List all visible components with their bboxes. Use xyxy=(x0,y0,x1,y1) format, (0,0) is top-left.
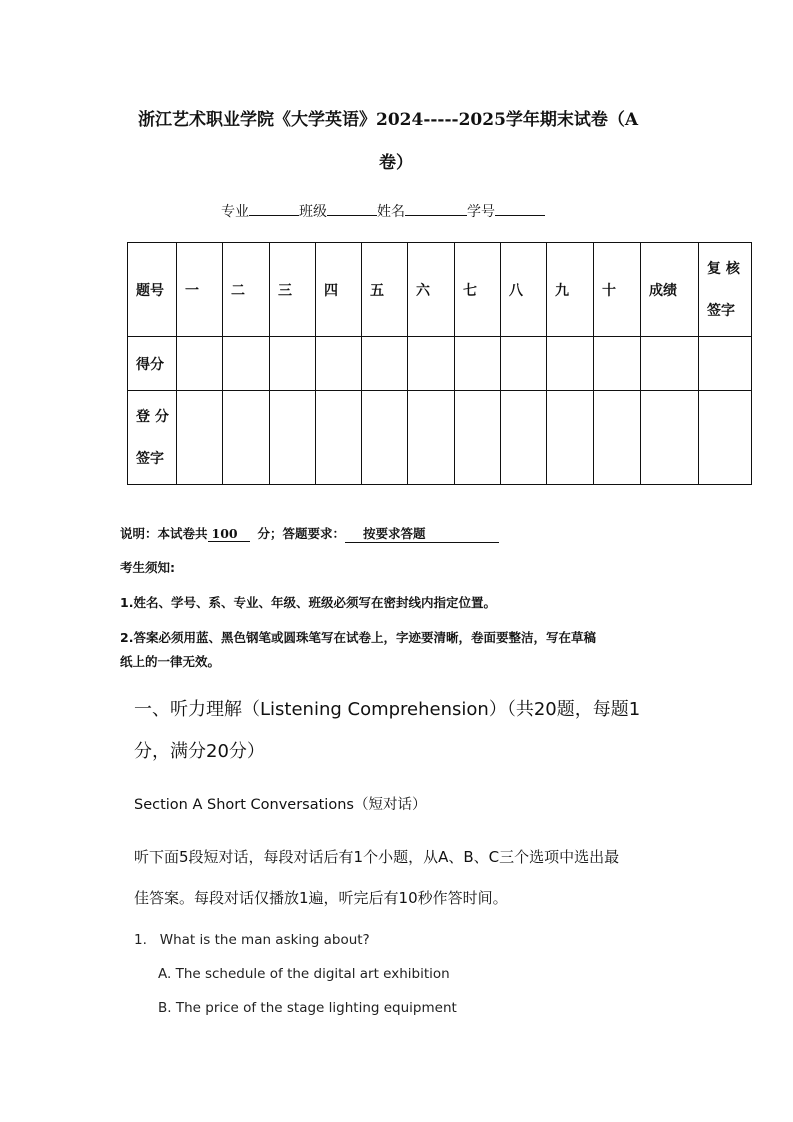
record-cell[interactable] xyxy=(177,391,223,485)
student-info-line xyxy=(221,201,545,221)
table-row-header xyxy=(128,243,752,337)
review-label-2: 签字 xyxy=(707,302,735,319)
table-row-record xyxy=(128,391,752,485)
score-cell[interactable] xyxy=(408,337,455,391)
notice-item-2a: 2.答案必须用蓝、黑色钢笔或圆珠笔写在试卷上，字迹要清晰，卷面要整洁，写在草稿 xyxy=(120,630,596,645)
score-cell[interactable] xyxy=(594,337,641,391)
header-cell: 题号 xyxy=(128,243,177,337)
score-cell[interactable] xyxy=(455,337,501,391)
question-1-stem: 1. What is the man asking about? xyxy=(134,932,370,948)
header-cell: 四 xyxy=(316,243,362,337)
score-cell[interactable] xyxy=(699,337,752,391)
major-label: 专业 xyxy=(221,204,249,220)
record-cell[interactable] xyxy=(641,391,699,485)
record-cell[interactable] xyxy=(362,391,408,485)
note-mid: 分；答题要求： xyxy=(257,526,346,541)
record-cell[interactable] xyxy=(270,391,316,485)
id-blank[interactable] xyxy=(495,201,545,216)
header-cell: 二 xyxy=(223,243,270,337)
score-cell[interactable] xyxy=(547,337,594,391)
exam-title-line1: 浙江艺术职业学院《大学英语》2024-----2025学年期末试卷（A xyxy=(138,110,639,130)
record-cell[interactable] xyxy=(223,391,270,485)
header-cell-review xyxy=(699,243,752,337)
header-cell: 一 xyxy=(177,243,223,337)
answer-requirement: 按要求答题 xyxy=(345,524,499,543)
score-cell[interactable] xyxy=(177,337,223,391)
score-table xyxy=(127,242,752,485)
score-cell[interactable] xyxy=(223,337,270,391)
notice-item-1: 1.姓名、学号、系、专业、年级、班级必须写在密封线内指定位置。 xyxy=(120,595,496,610)
exam-note xyxy=(120,524,499,543)
header-cell: 十 xyxy=(594,243,641,337)
id-label: 学号 xyxy=(467,204,495,220)
header-cell: 成绩 xyxy=(641,243,699,337)
record-cell[interactable] xyxy=(408,391,455,485)
class-label: 班级 xyxy=(299,204,327,220)
instruction-line-1: 听下面5段短对话，每段对话后有1个小题，从A、B、C三个选项中选出最 xyxy=(134,848,620,866)
record-cell[interactable] xyxy=(594,391,641,485)
header-cell: 七 xyxy=(455,243,501,337)
score-cell[interactable] xyxy=(501,337,547,391)
section-a-heading: Section A Short Conversations（短对话） xyxy=(134,797,427,813)
score-cell[interactable] xyxy=(641,337,699,391)
header-cell: 三 xyxy=(270,243,316,337)
name-blank[interactable] xyxy=(405,201,467,216)
score-cell[interactable] xyxy=(362,337,408,391)
score-cell[interactable] xyxy=(316,337,362,391)
header-cell: 八 xyxy=(501,243,547,337)
record-cell[interactable] xyxy=(501,391,547,485)
notice-item-2b: 纸上的一律无效。 xyxy=(120,654,221,669)
instruction-line-2: 佳答案。每段对话仅播放1遍，听完后有10秒作答时间。 xyxy=(134,889,508,907)
part-1-heading-b: 分，满分20分） xyxy=(134,741,265,762)
review-label-1: 复 核 xyxy=(707,260,740,277)
total-score: 100 xyxy=(208,526,250,542)
header-cell: 五 xyxy=(362,243,408,337)
row-label-score: 得分 xyxy=(128,337,177,391)
table-row-score xyxy=(128,337,752,391)
major-blank[interactable] xyxy=(249,201,299,216)
record-label-1: 登 分 xyxy=(136,408,169,425)
class-blank[interactable] xyxy=(327,201,377,216)
header-cell: 九 xyxy=(547,243,594,337)
header-cell: 六 xyxy=(408,243,455,337)
part-1-heading-a: 一、听力理解（Listening Comprehension）（共20题，每题1 xyxy=(134,699,641,720)
name-label: 姓名 xyxy=(377,204,405,220)
record-cell[interactable] xyxy=(699,391,752,485)
row-label-record xyxy=(128,391,177,485)
score-cell[interactable] xyxy=(270,337,316,391)
question-1-option-a[interactable]: A. The schedule of the digital art exhibition xyxy=(158,966,450,982)
notice-title: 考生须知: xyxy=(120,560,175,575)
record-cell[interactable] xyxy=(455,391,501,485)
record-cell[interactable] xyxy=(547,391,594,485)
exam-title-line2: 卷） xyxy=(379,153,413,173)
note-prefix: 说明：本试卷共 xyxy=(120,526,208,541)
record-cell[interactable] xyxy=(316,391,362,485)
question-1-option-b[interactable]: B. The price of the stage lighting equipment xyxy=(158,1000,457,1016)
record-label-2: 签字 xyxy=(136,450,164,467)
